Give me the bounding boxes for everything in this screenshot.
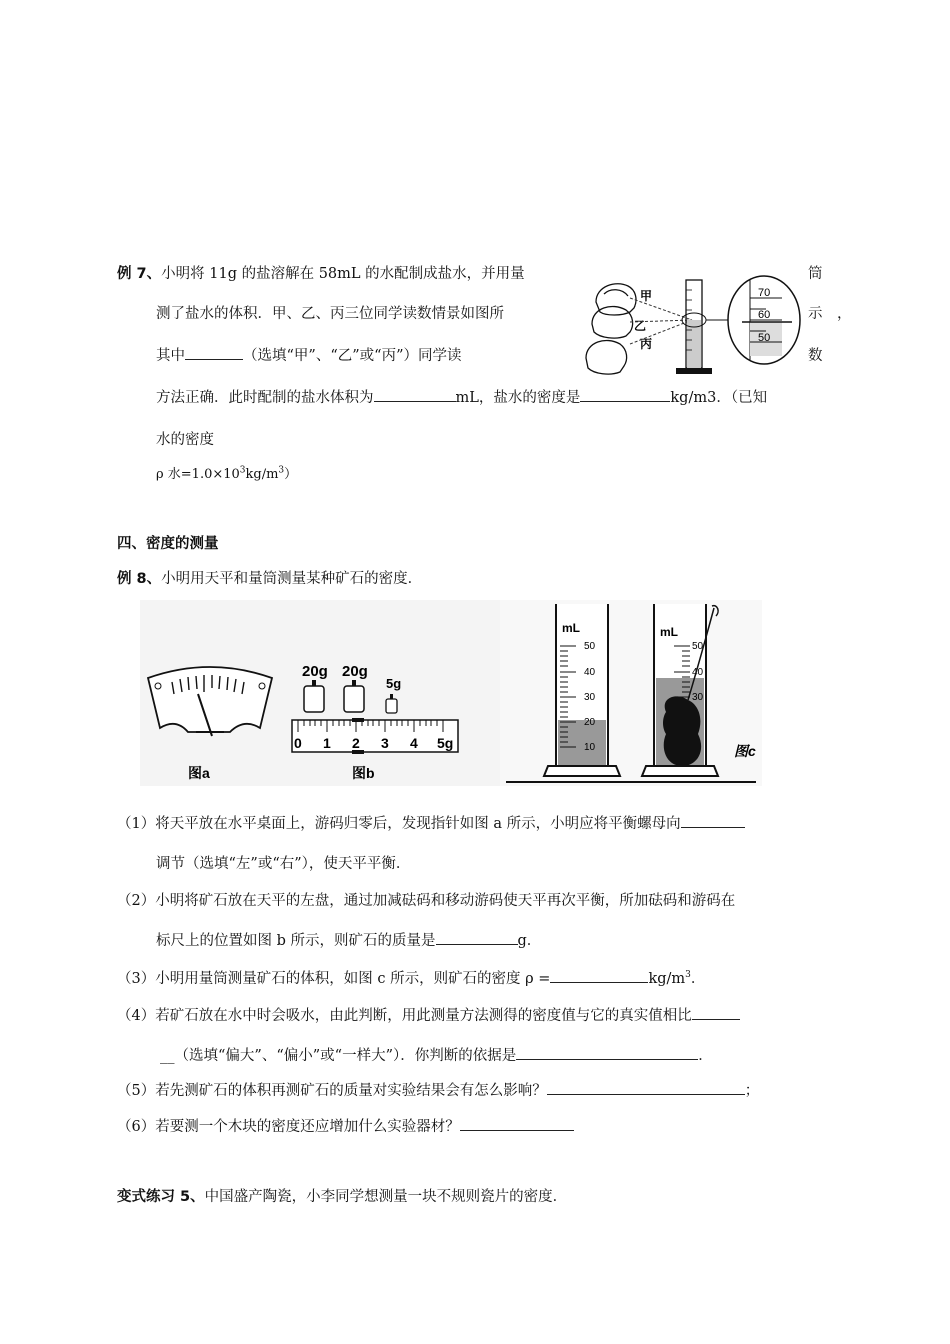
ex7-line2: 测了盐水的体积．甲、乙、丙三位同学读数情景如图所 [156,306,504,322]
fig-a-caption: 图a [188,765,210,781]
ex8-q2-line1: （2）小明将矿石放在天平的左盘，通过加减砝码和移动游码使天平再次平衡，所加砝码和游码在 [117,893,736,909]
ex7-sep: 、 [146,266,162,282]
cyl1-unit: mL [562,621,580,635]
rider-scale [292,718,458,754]
ex8-label: 例 8 [117,571,147,587]
ex8-q1-line2: 调节（选填“左”或“右”），使天平平衡． [156,856,411,872]
ex8-q6-a: （6）若要测一个木块的密度还应增加什么实验器材？ [117,1119,460,1135]
ex7-blank-reader[interactable] [185,345,243,360]
magnified-view [728,276,800,364]
ex7-sup2: 3 [278,465,285,476]
ex8-q4-blank2[interactable] [516,1045,698,1060]
var5-text: 中国盛产陶瓷，小李同学想测量一块不规则瓷片的密度． [204,1189,568,1205]
ex8-q4-b: __（选填“偏大”、“偏小”或“一样大”）．你判断的依据是 [160,1048,517,1064]
ex7-line3 [156,344,461,365]
ex8-intro-line [117,567,422,588]
cyl1-tick-10: 10 [584,742,596,753]
ex7-line3-a: 其中 [156,348,185,364]
ex7-line4-b: mL，盐水的密度是 [455,390,581,406]
ex8-q3-b: kg/m [648,971,686,987]
ex8-sep: 、 [146,571,162,587]
fig-ab [140,600,500,786]
cylinder-after [642,604,718,776]
ex7-line1 [117,262,525,283]
label-yi: 乙 [634,319,647,333]
ex8-intro: 小明用天平和量筒测量某种矿石的密度． [161,571,423,587]
ex7-line1-end: 筒 [808,266,823,282]
students-drawing [586,284,636,374]
cyl1-tick-30: 30 [584,692,596,703]
ex7-text1: 小明将 11g 的盐溶解在 58mL 的水配制成盐水，并用量 [161,266,525,282]
scale-4: 4 [410,735,418,751]
ex7-line3-b: （选填“甲”、“乙”或“丙”）同学读 [243,348,462,364]
ex8-q6-line [117,1115,574,1136]
cyl1-tick-50: 50 [584,641,596,652]
scale-2: 2 [352,735,360,751]
ex7-blank-volume[interactable] [374,387,456,402]
ex8-q2-b: 标尺上的位置如图 b 所示，则矿石的质量是 [156,933,436,949]
ex7-line4-c: kg/m3．（已知 [670,390,768,406]
cyl2-tick-50: 50 [692,641,704,652]
ex7-line2-end: 示 ， [808,306,852,322]
ex7-line4-a: 方法正确．此时配制的盐水体积为 [156,390,374,406]
scale-3: 3 [381,735,389,751]
ex7-figure [582,272,806,380]
ex8-q5-a: （5）若先测矿石的体积再测矿石的质量对实验结果会有怎么影响？ [117,1083,547,1099]
cyl2-unit: mL [660,625,678,639]
ex7-line5: 水的密度 [156,432,214,448]
ex7-line6-c: ） [284,467,298,482]
ex8-q5-line [117,1079,759,1100]
weight-label-2: 20g [342,663,368,680]
fig-b-caption: 图b [352,765,375,781]
weight-label-3: 5g [386,676,402,691]
ex8-q5-blank[interactable] [547,1080,745,1095]
tick-70: 70 [758,287,771,299]
ex8-q3-line [117,967,705,988]
ex8-q5-b: ； [744,1083,760,1099]
ore-rock [663,696,701,766]
cyl2-tick-30: 30 [692,692,704,703]
section4-title: 四、密度的测量 [117,536,219,552]
label-jia: 甲 [640,289,653,303]
weights [302,663,401,713]
ex7-line4 [156,386,767,407]
ex8-q3-a: （3）小明用量筒测量矿石的体积，如图 c 所示，则矿石的密度 ρ = [117,971,551,987]
cylinder-before [544,604,620,776]
ex8-q2-line2 [156,929,541,950]
ex8-q4-a: （4）若矿石放在水中时会吸水，由此判断，用此测量方法测得的密度值与它的真实值相比 [117,1008,692,1024]
ex8-q2-blank[interactable] [436,930,518,945]
tick-50: 50 [758,332,771,344]
ex7-label: 例 7 [117,266,147,282]
ex7-line6 [156,463,297,482]
label-bing: 丙 [640,337,653,351]
var5-sep: 、 [190,1189,205,1205]
ex8-q4-line2 [160,1044,713,1065]
ex8-q3-c: ． [690,971,706,987]
ex8-q2-c: g． [517,933,542,949]
ex8-q1-line1 [117,812,745,833]
var5-label: 变式练习 5 [117,1189,191,1205]
fig-c-caption: 图c [734,743,756,759]
cyl1-tick-40: 40 [584,667,596,678]
ex7-sup1: 3 [239,465,246,476]
ex8-q6-blank[interactable] [460,1116,574,1131]
ex8-q4-c: ． [698,1048,713,1064]
scale-0: 0 [294,735,302,751]
var5-line [117,1185,567,1206]
cyl1-tick-20: 20 [584,717,596,728]
ex7-line6-b: kg/m [245,467,279,482]
ex7-line6-a: ρ 水=1.0×10 [156,467,240,482]
tick-60: 60 [758,309,771,321]
ex8-q1-blank[interactable] [681,813,745,828]
ex8-q3-blank[interactable] [550,968,648,983]
graduated-cylinder [676,280,712,374]
cyl2-tick-40: 40 [692,667,704,678]
balance-dial [148,667,272,736]
ex8-q4-line1 [117,1004,740,1025]
ex7-line3-end: 数 [808,348,823,364]
ex8-q3-sup: 3 [685,970,691,981]
scale-5g: 5g [437,735,454,751]
ex7-blank-density[interactable] [580,387,670,402]
ex8-q4-blank1[interactable] [692,1005,740,1020]
weight-label-1: 20g [302,663,328,680]
scale-1: 1 [323,735,331,751]
fig-c [500,600,762,786]
ex8-q1-a: （1）将天平放在水平桌面上，游码归零后，发现指针如图 a 所示，小明应将平衡螺母向 [117,816,681,832]
